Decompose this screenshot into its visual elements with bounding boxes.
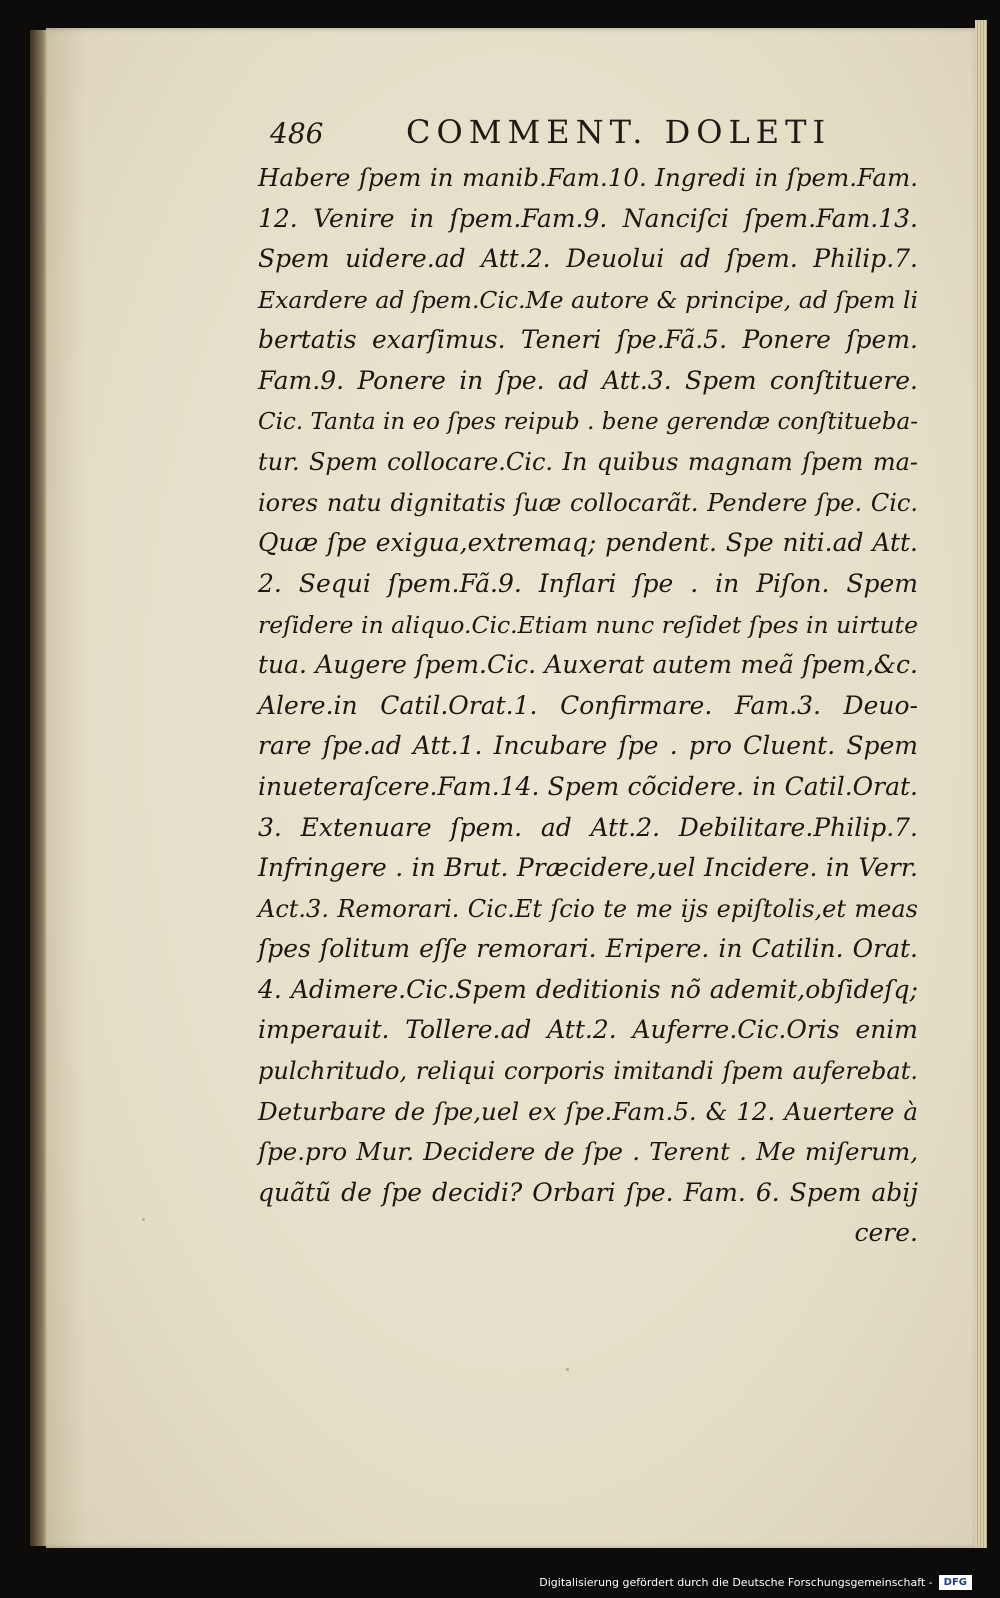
text-line: Fam.9. Ponere in ſpe. ad Att.3. Spem conſtituere. (258, 365, 918, 395)
text-line: Act.3. Remorari. Cic.Et ſcio te me ijs epiſtolis,et meas (258, 894, 918, 923)
body-text (258, 158, 918, 1254)
page-number: 486 (270, 117, 324, 150)
text-line: Exardere ad ſpem.Cic.Me autore & principe, ad ſpem li (258, 285, 918, 314)
text-line: tur. Spem collocare.Cic. In quibus magnam ſpem ma- (258, 448, 918, 477)
text-line: 2. Sequi ſpem.Fã.9. Inflari ſpe . in Piſon. Spem (258, 568, 918, 598)
text-line: Alere.in Catil.Orat.1. Confirmare. Fam.3. Deuo- (258, 690, 918, 720)
paper-spot (566, 1368, 569, 1371)
text-line: 4. Adimere.Cic.Spem deditionis nõ ademit,obſideſq; (258, 974, 918, 1004)
text-line: Infringere . in Brut. Præcidere,uel Incidere. in Verr. (258, 853, 918, 883)
text-line: ſpes ſolitum eſſe remorari. Eripere. in Catilin. Orat. (258, 934, 918, 964)
text-line: tua. Augere ſpem.Cic. Auxerat autem meã ſpem,&c. (258, 650, 918, 680)
running-head (270, 113, 870, 159)
catchword: cere. (854, 1218, 918, 1248)
page-edges (975, 20, 987, 1548)
text-line: inueteraſcere.Fam.14. Spem cõcidere. in Catil.Orat. (258, 771, 918, 801)
text-line: reſidere in aliquo.Cic.Etiam nunc reſidet ſpes in uirtute (258, 610, 918, 639)
text-line: Habere ſpem in manib.Fam.10. Ingredi in ſpem.Fam. (258, 163, 918, 192)
text-line: quãtũ de ſpe decidi? Orbari ſpe. Fam. 6. Spem abij (258, 1177, 918, 1207)
digitization-credit (539, 1572, 972, 1592)
text-line: Deturbare de ſpe,uel ex ſpe.Fam.5. & 12. Auertere à (258, 1096, 918, 1126)
text-line: Spem uidere.ad Att.2. Deuolui ad ſpem. Philip.7. (258, 244, 918, 274)
text-line: Quæ ſpe exigua,extremaq; pendent. Spe niti.ad Att. (258, 528, 918, 558)
credit-text: Digitalisierung gefördert durch die Deutsche Forschungsgemeinschaft - (539, 1575, 933, 1589)
header-title: COMMENT. DOLETI (406, 113, 832, 151)
paper-spot (142, 1218, 145, 1221)
text-line: ſpe.pro Mur. Decidere de ſpe . Terent . Me miſerum, (258, 1137, 918, 1167)
text-line: iores natu dignitatis ſuæ collocarãt. Pendere ſpe. Cic. (258, 488, 918, 517)
text-line: imperauit. Tollere.ad Att.2. Auferre.Cic.Oris enim (258, 1015, 918, 1045)
dfg-logo: DFG (939, 1575, 972, 1590)
text-line: Cic. Tanta in eo ſpes reipub . bene gerendæ conſtitueba- (258, 408, 918, 435)
text-line: rare ſpe.ad Att.1. Incubare ſpe . pro Cluent. Spem (258, 731, 918, 761)
text-line: 12. Venire in ſpem.Fam.9. Nanciſci ſpem.Fam.13. (258, 203, 918, 233)
text-line: bertatis exarſimus. Teneri ſpe.Fã.5. Ponere ſpem. (258, 325, 918, 355)
text-line: pulchritudo, reliqui corporis imitandi ſpem auferebat. (258, 1057, 918, 1086)
text-line: 3. Extenuare ſpem. ad Att.2. Debilitare.Philip.7. (258, 812, 918, 842)
